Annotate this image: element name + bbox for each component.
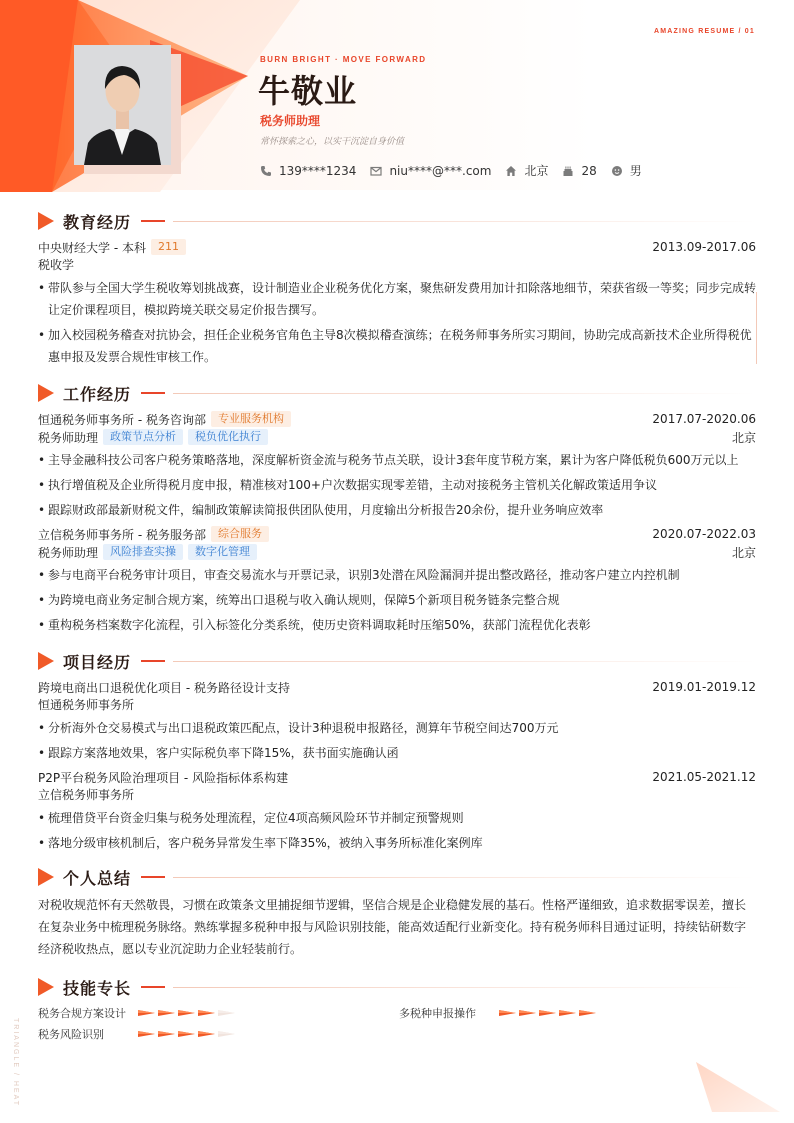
section-title: 教育经历 [63, 212, 132, 232]
project-org: 恒通税务师事务所 [38, 698, 135, 712]
skill-name: 多税种申报操作 [399, 1007, 476, 1020]
project-row [38, 678, 756, 696]
education-bullets [38, 277, 756, 368]
skill-tag: 政策节点分析 [103, 429, 183, 445]
contact-gender [611, 162, 642, 179]
list-item: • 梳理借贷平台资金归集与税务处理流程，定位4项高频风险环节并制定预警规则 [38, 807, 756, 829]
contact-bar [260, 162, 656, 179]
project-date: 2021.05-2021.12 [652, 770, 756, 784]
position: 税务师助理 [38, 430, 99, 445]
section-dash [141, 220, 165, 222]
list-item: • 落地分级审核机制后，客户税务异常发生率下降35%，被纳入事务所标准化案例库 [38, 832, 756, 854]
skill-pip-filled [539, 1010, 556, 1016]
summary-section [38, 866, 756, 960]
list-item: • 分析海外仓交易模式与出口退税政策匹配点，设计3种退税申报路径，测算年节税空间达700万元 [38, 717, 756, 739]
section-dash [141, 660, 165, 662]
skill-tag: 数字化管理 [188, 544, 257, 560]
job-location: 北京 [731, 430, 756, 445]
cake-icon [562, 165, 574, 177]
triangle-icon [38, 868, 54, 886]
company-name: 恒通税务师事务所 - 税务咨询部 [38, 412, 206, 427]
edge-line [756, 292, 757, 364]
project-bullets [38, 807, 756, 854]
position: 税务师助理 [38, 545, 99, 560]
section-divider [173, 987, 756, 988]
position-row [38, 428, 756, 446]
section-divider [173, 877, 756, 878]
list-item: • 带队参与全国大学生税收筹划挑战赛，设计制造业企业税务优化方案，聚焦研发费用加计扣除落地细节，荣获省级一等奖；同步完成转让定价课程项目，模拟跨境关联交易定价报告撰写。 [38, 277, 756, 321]
education-section [38, 210, 756, 368]
triangle-icon [38, 978, 54, 996]
job-date: 2017.07-2020.06 [652, 412, 756, 426]
skill-pip-filled [158, 1010, 175, 1016]
section-title: 技能专长 [63, 978, 132, 998]
skill-level [138, 1010, 238, 1016]
corner-tag: AMAZING RESUME / 01 [654, 28, 755, 35]
skill-pip-filled [559, 1010, 576, 1016]
section-dash [141, 986, 165, 988]
email-value: niu****@***.com [389, 163, 492, 178]
section-divider [173, 221, 756, 222]
skill-pip-filled [198, 1031, 215, 1037]
contact-phone [260, 164, 356, 178]
phone-icon [260, 165, 272, 177]
job-date: 2020.07-2022.03 [652, 527, 756, 541]
bottom-triangle-decoration [696, 1062, 780, 1112]
company-name: 立信税务师事务所 - 税务服务部 [38, 527, 206, 542]
skill-pip-empty [218, 1031, 235, 1037]
list-item: • 加入校园税务稽查对抗协会，担任企业税务官角色主导8次模拟稽查演练；在税务师事务所实习期间，协助完成高新技术企业所得税优惠申报及发票合规性审核工作。 [38, 324, 756, 368]
school-name: 中央财经大学 - 本科 [38, 240, 146, 255]
project-date: 2019.01-2019.12 [652, 680, 756, 694]
section-divider [173, 661, 756, 662]
skill-level [499, 1010, 599, 1016]
section-header [38, 976, 756, 998]
list-item: • 执行增值税及企业所得税月度申报，精准核对100+户次数据实现零差错，主动对接税务主管机关化解政策适用争议 [38, 474, 756, 496]
mail-icon [370, 165, 382, 177]
motto: BURN BRIGHT · MOVE FORWARD [260, 55, 427, 64]
project-name: 跨境电商出口退税优化项目 - 税务路径设计支持 [38, 680, 290, 695]
job-title: 税务师助理 [260, 114, 321, 128]
summary-text: 对税收规范怀有天然敬畏，习惯在政策条文里捕捉细节逻辑，坚信合规是企业稳健发展的基石。性格严谨细致，追求数据零误差，擅长在复杂业务中梳理税务脉络。熟练掌握多税种申报与风险识别技能，能高效适配行业新变化。持有税务师科目通过证明，持续钻研数字经济税收热点，愿以专业沉淀助力企业轻装前行。 [38, 898, 747, 956]
city-value: 北京 [524, 164, 549, 178]
skill-name: 税务合规方案设计 [38, 1007, 126, 1020]
avatar-photo [74, 45, 171, 165]
list-item: • 跟踪方案落地效果，客户实际税负率下降15%，获书面实施确认函 [38, 742, 756, 764]
skill-item [399, 1005, 599, 1021]
section-header [38, 866, 756, 888]
company-tag: 专业服务机构 [211, 411, 291, 427]
job-row [38, 410, 756, 428]
list-item: • 主导金融科技公司客户税务策略落地，深度解析资金流与税务节点关联，设计3套年度节税方案，累计为客户降低税负600万元以上 [38, 449, 756, 471]
age-value: 28 [581, 163, 597, 178]
skill-item [38, 1026, 238, 1042]
skills-section [38, 976, 756, 998]
skill-tag: 风险排查实操 [103, 544, 183, 560]
section-divider [173, 393, 756, 394]
skill-pip-filled [519, 1010, 536, 1016]
work-section [38, 382, 756, 636]
skill-pip-empty [218, 1010, 235, 1016]
job-location: 北京 [731, 545, 756, 560]
project-name: P2P平台税务风险治理项目 - 风险指标体系构建 [38, 770, 289, 785]
section-title: 工作经历 [63, 384, 132, 404]
skill-pip-filled [178, 1031, 195, 1037]
candidate-name: 牛敬业 [258, 72, 358, 110]
gender-value: 男 [629, 164, 642, 178]
job-bullets [38, 564, 756, 636]
triangle-icon [38, 212, 54, 230]
tagline: 常怀探索之心，以实干沉淀自身价值 [260, 137, 405, 147]
section-header [38, 650, 756, 672]
skill-tag: 税负优化执行 [188, 429, 268, 445]
company-tag: 综合服务 [211, 526, 269, 542]
list-item: • 参与电商平台税务审计项目，审查交易流水与开票记录，识别3处潜在风险漏洞并提出整改路径，推动客户建立内控机制 [38, 564, 756, 586]
project-row [38, 768, 756, 786]
list-item: • 为跨境电商业务定制合规方案，统筹出口退税与收入确认规则，保障5个新项目税务链条完整合规 [38, 589, 756, 611]
list-item: • 重构税务档案数字化流程，引入标签化分类系统，使历史资料调取耗时压缩50%，获部门流程优化表彰 [38, 614, 756, 636]
project-bullets [38, 717, 756, 764]
skill-level [138, 1031, 238, 1037]
skill-pip-filled [198, 1010, 215, 1016]
section-dash [141, 392, 165, 394]
side-decoration-text: TRIANGLE / HEAT [12, 1018, 19, 1107]
skill-pip-filled [158, 1031, 175, 1037]
skill-pip-filled [178, 1010, 195, 1016]
section-header [38, 382, 756, 404]
project-org: 立信税务师事务所 [38, 788, 135, 802]
triangle-icon [38, 384, 54, 402]
education-date: 2013.09-2017.06 [652, 240, 756, 254]
skill-item [38, 1005, 238, 1021]
list-item: • 跟踪财政部最新财税文件，编制政策解读简报供团队使用，月度输出分析报告20余份，提升业务响应效率 [38, 499, 756, 521]
contact-city [505, 162, 548, 179]
section-header [38, 210, 756, 232]
skill-pip-filled [579, 1010, 596, 1016]
school-badge: 211 [151, 239, 186, 255]
section-dash [141, 876, 165, 878]
major: 税收学 [38, 258, 75, 272]
section-title: 项目经历 [63, 652, 132, 672]
person-icon [611, 165, 623, 177]
skill-pip-filled [499, 1010, 516, 1016]
job-row [38, 525, 756, 543]
skill-pip-filled [138, 1010, 155, 1016]
projects-section [38, 650, 756, 854]
phone-value: 139****1234 [279, 163, 357, 178]
contact-email [370, 164, 491, 178]
education-row [38, 238, 756, 256]
contact-age [562, 164, 596, 178]
skill-pip-filled [138, 1031, 155, 1037]
skill-name: 税务风险识别 [38, 1028, 104, 1041]
triangle-icon [38, 652, 54, 670]
section-title: 个人总结 [63, 868, 132, 888]
position-row [38, 543, 756, 561]
job-bullets [38, 449, 756, 521]
home-icon [505, 165, 517, 177]
